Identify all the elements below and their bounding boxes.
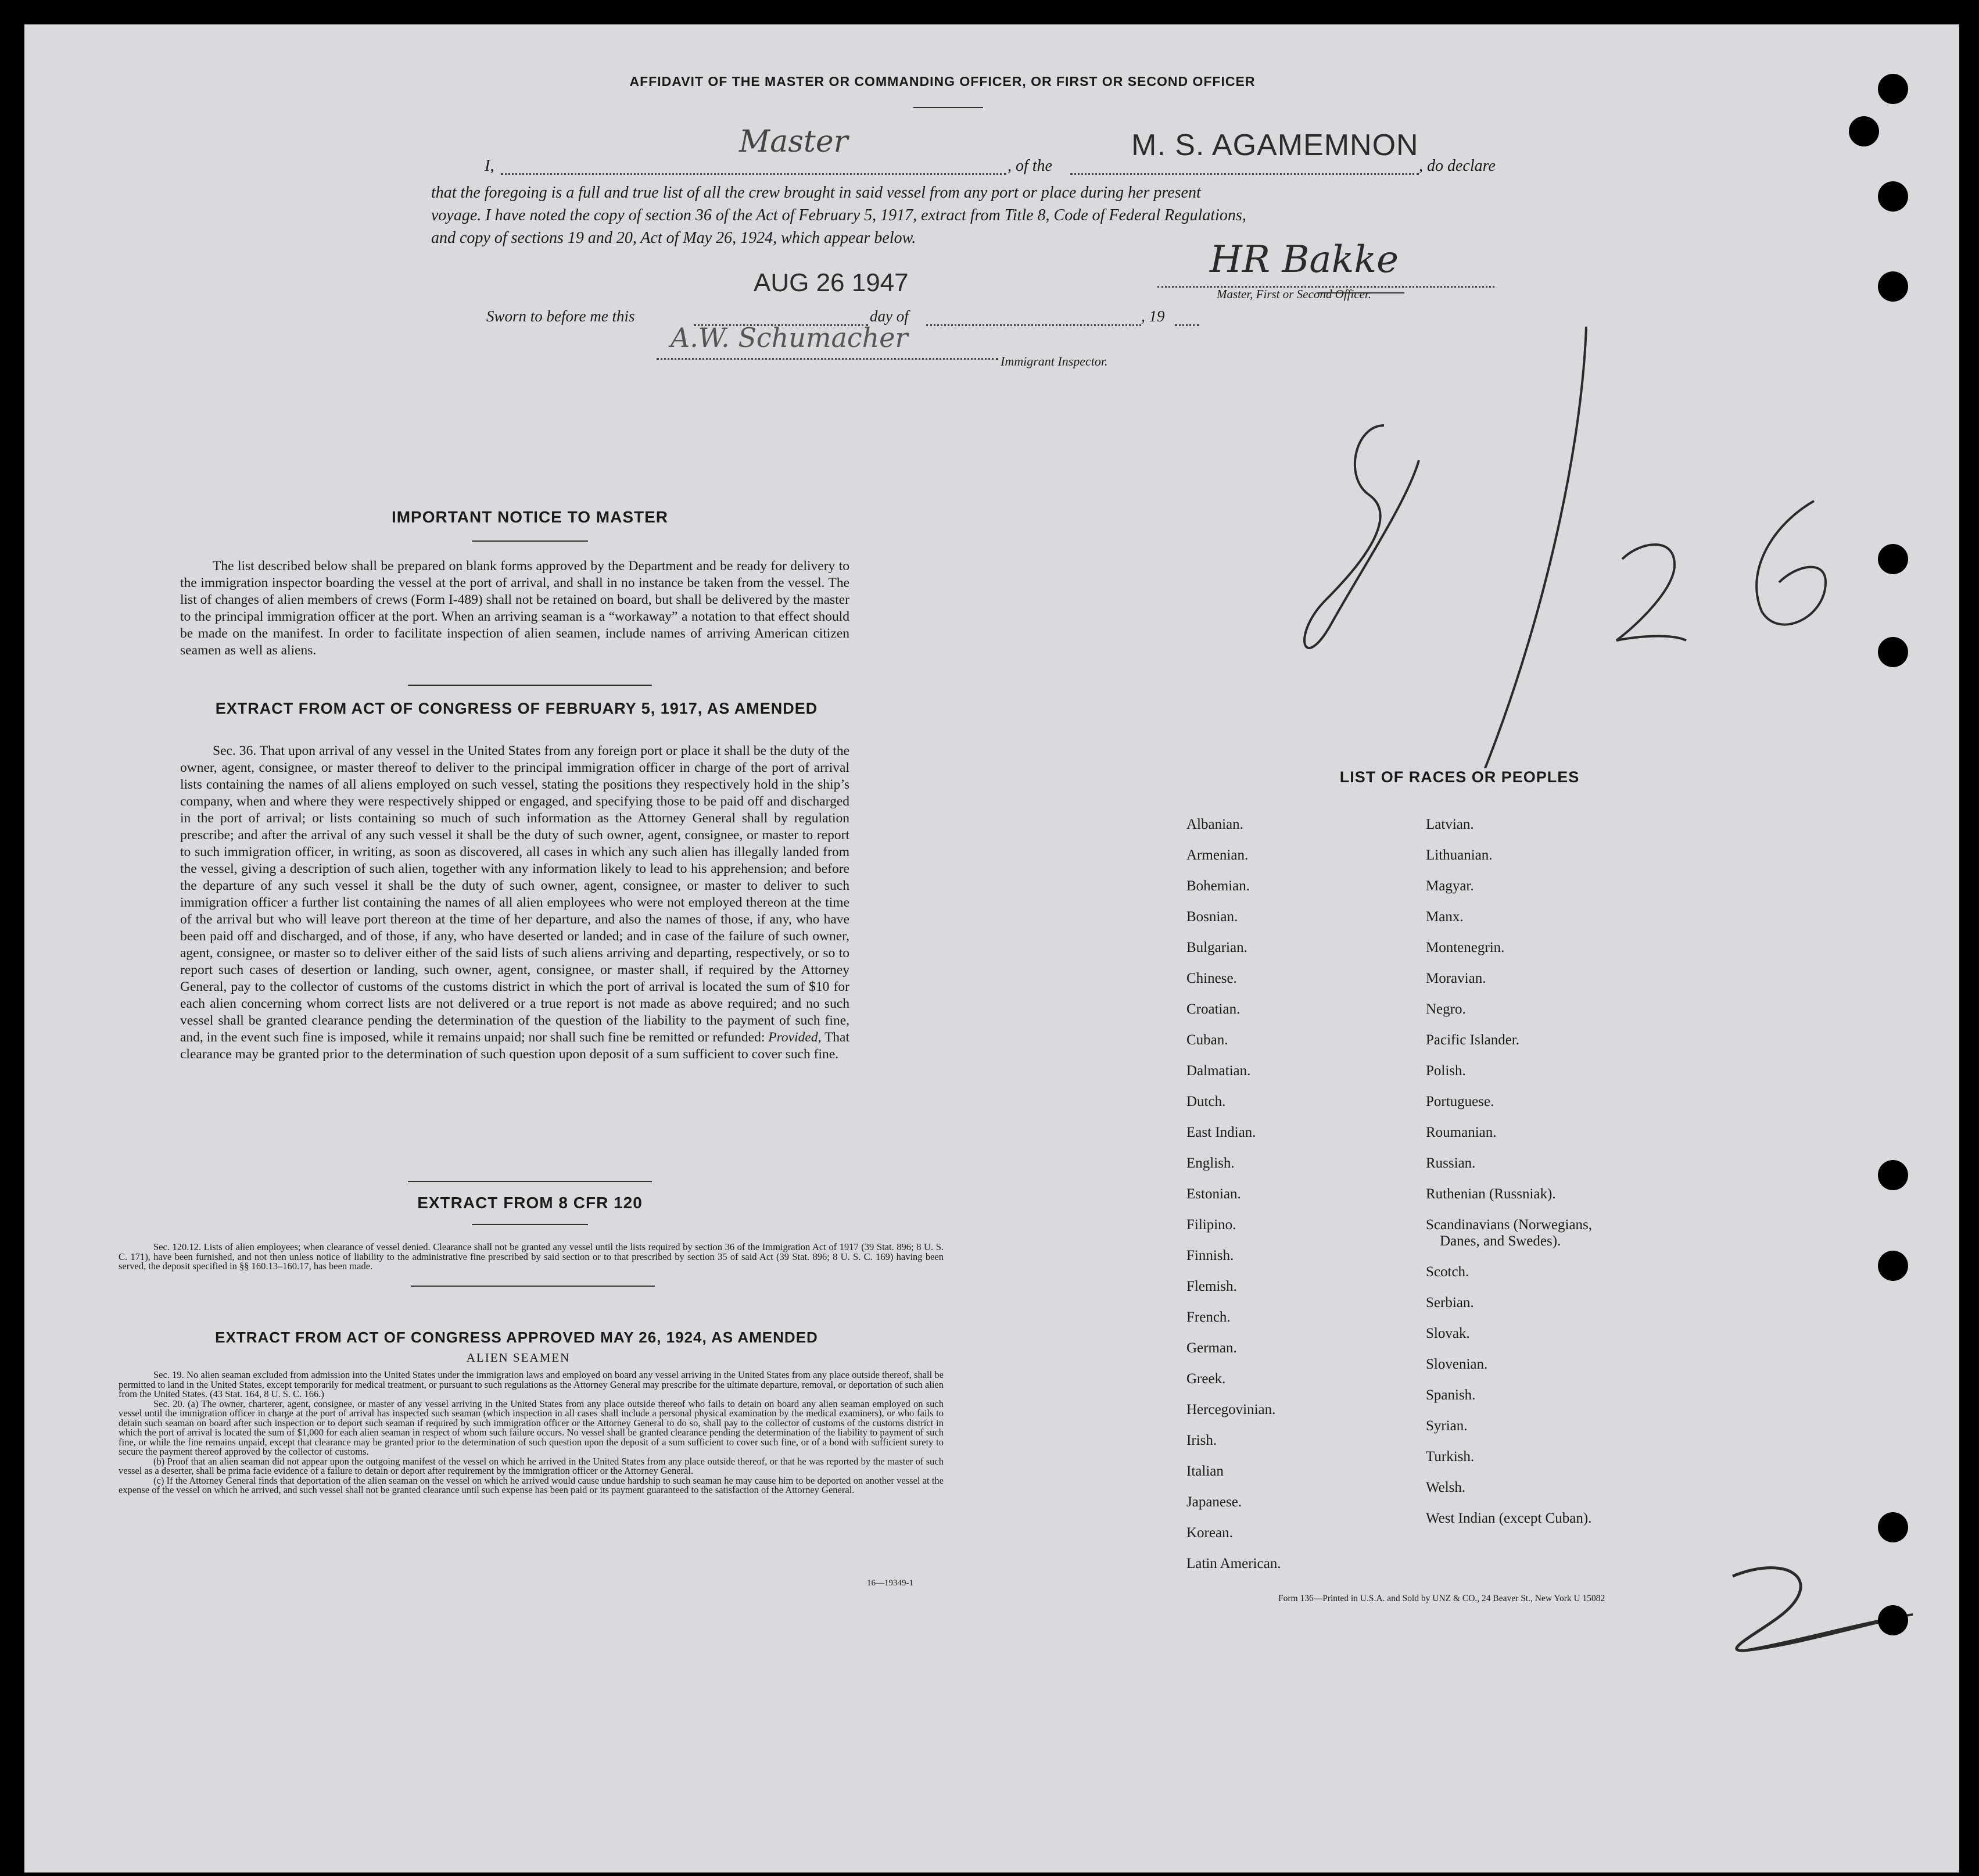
punch-hole	[1878, 637, 1908, 667]
punch-hole	[1878, 271, 1908, 302]
vessel-name-stamp: M. S. AGAMEMNON	[1131, 128, 1419, 162]
sec-19-text: Sec. 19. No alien seaman excluded from admission into the United States under the immigration laws and employed on board any vessel arriving in the United States from any place outside thereof, shall be permitted to land in the United States, except temporarily for medical treatment, or pursuant to such regulations as the Attorney General may prescribe for the ultimate departure, removal, or deportation of such alien from the United States. (43 Stat. 164, 8 U. S. C. 166.)	[119, 1369, 944, 1399]
race-item: Korean.	[1186, 1525, 1233, 1541]
handwritten-2-drawing	[1709, 1559, 1942, 1663]
form-code: 16—19349-1	[867, 1578, 913, 1588]
punch-hole	[1878, 1251, 1908, 1281]
race-item: Chinese.	[1186, 971, 1237, 986]
form-printer-line: Form 136—Printed in U.S.A. and Sold by UNZ & CO., 24 Beaver St., New York U 15082	[1278, 1594, 1605, 1603]
alien-seamen-subheading: ALIEN SEAMEN	[466, 1351, 571, 1365]
sworn-label: Sworn to before me this	[486, 307, 635, 325]
race-item: Slovak.	[1426, 1326, 1470, 1341]
extract-1924-body	[119, 1370, 944, 1495]
day-of-label: day of	[870, 307, 909, 325]
master-handwriting: Master	[739, 124, 848, 159]
race-item: Flemish.	[1186, 1279, 1237, 1294]
punch-hole	[1878, 74, 1908, 104]
inspector-caption: Immigrant Inspector.	[1001, 354, 1108, 368]
sec-20a-text: Sec. 20. (a) The owner, charterer, agent, consignee, or master of any vessel arriving in the United States from any place outside thereof who fails to detain on board any alien seaman employed on such vessel until the immigration officer in charge at the port of arrival has inspected such seaman (which inspection in all cases shall include a personal physical examination by the medical examiners), or who fails to detain such seaman on board after such inspection or to deport such seaman if required by such immigration officer or the Attorney General to do so, shall pay to the collector of customs of the customs district in which the port of arrival is located the sum of $1,000 for each alien seaman in respect of whom such failure occurs. No vessel shall be granted clearance pending the determination of the liability to payment of such fine, or while the fine remains unpaid, except that clearance may be granted prior to the determination of such question upon the deposit of a sum sufficient to cover such fine, or of a bond with sufficient surety to secure the payment thereof approved by the collector of customs.	[119, 1398, 944, 1457]
race-item: Lithuanian.	[1426, 847, 1493, 863]
divider	[913, 107, 983, 108]
race-item: Scandinavians (Norwegians,	[1426, 1217, 1593, 1233]
declare-label: , do declare	[1419, 157, 1496, 175]
race-item: Danes, and Swedes).	[1440, 1233, 1561, 1249]
races-heading: LIST OF RACES OR PEOPLES	[1339, 768, 1580, 786]
divider	[472, 540, 588, 542]
race-item: Ruthenian (Russniak).	[1426, 1186, 1556, 1202]
notice-heading: IMPORTANT NOTICE TO MASTER	[391, 508, 669, 526]
master-signature: HR Bakke	[1210, 238, 1399, 281]
race-item: Polish.	[1426, 1063, 1466, 1079]
race-item: Welsh.	[1426, 1480, 1466, 1495]
sec-20b-text: (b) Proof that an alien seaman did not appear upon the outgoing manifest of the vessel on which he arrived in the United States from any place outside thereof, or that he was reported by the master of such vessel as a deserter, shall be prima facie evidence of a failure to detain or deport after requirement by the immigration officer or the Attorney General.	[119, 1455, 944, 1476]
race-item: Latvian.	[1426, 817, 1474, 832]
race-item: Turkish.	[1426, 1449, 1475, 1465]
sec-36-text: That upon arrival of any vessel in the United States from any foreign port or place it shall be the duty of the owner, agent, consignee, or master thereof to deliver to the principal immigration officer in charge of the port of arrival lists containing the names of all aliens employed on such vessel, stating the positions they respectively hold in the ship’s company, when and where they were respectively shipped or engaged, and specifying those to be paid off and discharged in the port of arrival; or lists containing so much of such information as the Attorney General shall by regulation prescribe; and after the arrival of any such vessel it shall be the duty of such owner, agent, consignee, or master to report to such immigration officer, in writing, as soon as discovered, all cases in which any such alien has illegally landed from the vessel, giving a description of such alien, together with any information likely to lead to his apprehension; and before the departure of any such vessel it shall be the duty of such owner, agent, consignee, or master to deliver to such immigration officer a further list containing the names of all alien employees who were not employed thereon at the time of the arrival but who will leave port thereon at the time of her departure, and also the names of those, if any, who have been paid off and discharged, and of those, if any, who have deserted or landed; and in case of the failure of such owner, agent, consignee, or master so to deliver either of the said lists of such aliens arriving and departing, respectively, or so to report such cases of desertion or landing, such owner, agent, consignee, or master shall, if required by the Attorney General, pay to the collector of customs of the customs district in which the port of arrival is located the sum of $10 for each alien concerning whom correct lists are not delivered or a true report is not made as above required; and no such vessel shall be granted clearance pending the determination of the question of the liability to the payment of such fine, and, in the event such fine is imposed, while it remains unpaid; nor shall such fine be remitted or refunded:	[180, 743, 850, 1045]
divider	[408, 685, 652, 686]
race-item: Japanese.	[1186, 1494, 1242, 1510]
race-item: Bosnian.	[1186, 909, 1238, 925]
sworn-month-blank[interactable]	[926, 309, 1141, 326]
race-item: Bohemian.	[1186, 878, 1250, 894]
race-item: Serbian.	[1426, 1295, 1474, 1311]
race-item: Hercegovinian.	[1186, 1402, 1276, 1417]
date-stamp: AUG 26 1947	[754, 268, 909, 297]
proviso-text: That clearance may be granted prior to the determination of such question upon deposit of a sum sufficient to cover such fine.	[180, 1030, 850, 1062]
race-item: Roumanian.	[1426, 1125, 1497, 1140]
punch-hole	[1849, 116, 1879, 146]
sec-20c-text: (c) If the Attorney General finds that deportation of the alien seaman on the vessel on which he arrived would cause undue hardship to such seaman he may cause him to be deported on another vessel at the expense of the vessel on which he arrived, and such vessel shall not be granted clearance until such expense has been paid or its payment guaranteed to the satisfaction of the Attorney General.	[119, 1474, 944, 1495]
affidavit-i: I,	[485, 157, 494, 175]
divider	[472, 1224, 588, 1225]
race-item: Manx.	[1426, 909, 1464, 925]
race-item: Latin American.	[1186, 1556, 1281, 1571]
sec-36-label: Sec. 36.	[213, 743, 257, 758]
affidavit-line-3: voyage. I have noted the copy of section 36 of the Act of February 5, 1917, extract from Title 8, Code of Federal Regulations,	[431, 206, 1246, 224]
race-item: Dalmatian.	[1186, 1063, 1251, 1079]
race-item: Filipino.	[1186, 1217, 1236, 1233]
handwritten-date-mark	[1268, 327, 1907, 768]
extract-1917-heading: EXTRACT FROM ACT OF CONGRESS OF FEBRUARY 5, 1917, AS AMENDED	[215, 700, 818, 717]
race-item: Estonian.	[1186, 1186, 1241, 1202]
race-item: Albanian.	[1186, 817, 1243, 832]
corner-handwritten-mark	[1709, 1559, 1942, 1663]
divider	[411, 1286, 655, 1287]
signature-caption: Master, First or Second Officer.	[1217, 287, 1371, 301]
affidavit-title: AFFIDAVIT OF THE MASTER OR COMMANDING OFFICER, OR FIRST OR SECOND OFFICER	[629, 74, 1256, 89]
race-item: Moravian.	[1426, 971, 1486, 986]
punch-hole	[1878, 181, 1908, 212]
race-item: Montenegrin.	[1426, 940, 1505, 955]
sworn-year-blank[interactable]	[1175, 309, 1199, 326]
race-item: Croatian.	[1186, 1001, 1241, 1017]
strike-through	[1317, 292, 1404, 293]
race-item: Russian.	[1426, 1155, 1476, 1171]
race-item: Scotch.	[1426, 1264, 1469, 1280]
race-item: Pacific Islander.	[1426, 1032, 1520, 1048]
year-label: , 19	[1141, 307, 1165, 325]
race-item: Syrian.	[1426, 1418, 1468, 1434]
race-item: Italian	[1186, 1463, 1224, 1479]
race-item: Negro.	[1426, 1001, 1466, 1017]
affidavit-line-2: that the foregoing is a full and true list of all the crew brought in said vessel from any port or place during her present	[431, 184, 1201, 202]
race-item: Finnish.	[1186, 1248, 1234, 1263]
race-item: Magyar.	[1426, 878, 1474, 894]
punch-hole	[1878, 544, 1908, 574]
race-item: Armenian.	[1186, 847, 1249, 863]
race-item: French.	[1186, 1309, 1231, 1325]
divider	[408, 1181, 652, 1182]
proviso-word: Provided,	[768, 1030, 822, 1045]
race-item: East Indian.	[1186, 1125, 1256, 1140]
punch-hole	[1878, 1605, 1908, 1635]
race-item: Slovenian.	[1426, 1356, 1488, 1372]
handwritten-8-26-drawing	[1268, 327, 1907, 768]
document-page	[24, 24, 1959, 1873]
race-item: West Indian (except Cuban).	[1426, 1510, 1592, 1526]
race-item: Greek.	[1186, 1371, 1226, 1387]
extract-cfr-text: Sec. 120.12. Lists of alien employees; when clearance of vessel denied. Clearance shall not be granted any vessel until the lists required by section 36 of the Immigration Act of 1917 (39 Stat. 896; 8 U. S. C. 171), have been furnished, and not then unless notice of liability to the administrative fine prescribed by said section or to that prescribed by section 35 of said Act (39 Stat. 896; 8 U. S. C. 169) having been served, the deposit specified in §§ 160.13–160.17, has been made.	[119, 1241, 944, 1272]
race-item: English.	[1186, 1155, 1235, 1171]
race-item: Bulgarian.	[1186, 940, 1247, 955]
notice-text: The list described below shall be prepared on blank forms approved by the Department and be ready for delivery to the immigration inspector boarding the vessel at the port of arrival, and shall in no instance be taken from the vessel. The list of changes of alien members of crews (Form I-489) shall not be retained on board, but shall be delivered by the master to the principal immigration officer at the port. When an arriving seaman is a “workaway” a notation to that effect should be made on the manifest. In order to facilitate inspection of alien seamen, include names of arriving American citizen seamen as well as aliens.	[180, 558, 849, 658]
race-item: Irish.	[1186, 1433, 1217, 1448]
punch-hole	[1878, 1512, 1908, 1542]
of-the-label: , of the	[1008, 157, 1052, 175]
race-item: Spanish.	[1426, 1387, 1476, 1403]
race-item: Portuguese.	[1426, 1094, 1494, 1109]
extract-cfr-heading: EXTRACT FROM 8 CFR 120	[417, 1194, 643, 1212]
race-item: Dutch.	[1186, 1094, 1226, 1109]
extract-1917-body	[180, 743, 849, 1063]
race-item: German.	[1186, 1340, 1237, 1356]
affidavit-line-4: and copy of sections 19 and 20, Act of May 26, 1924, which appear below.	[431, 229, 916, 247]
extract-1924-heading: EXTRACT FROM ACT OF CONGRESS APPROVED MAY 26, 1924, AS AMENDED	[215, 1329, 818, 1346]
inspector-signature: A.W. Schumacher	[671, 322, 908, 353]
race-item: Cuban.	[1186, 1032, 1228, 1048]
punch-hole	[1878, 1160, 1908, 1190]
